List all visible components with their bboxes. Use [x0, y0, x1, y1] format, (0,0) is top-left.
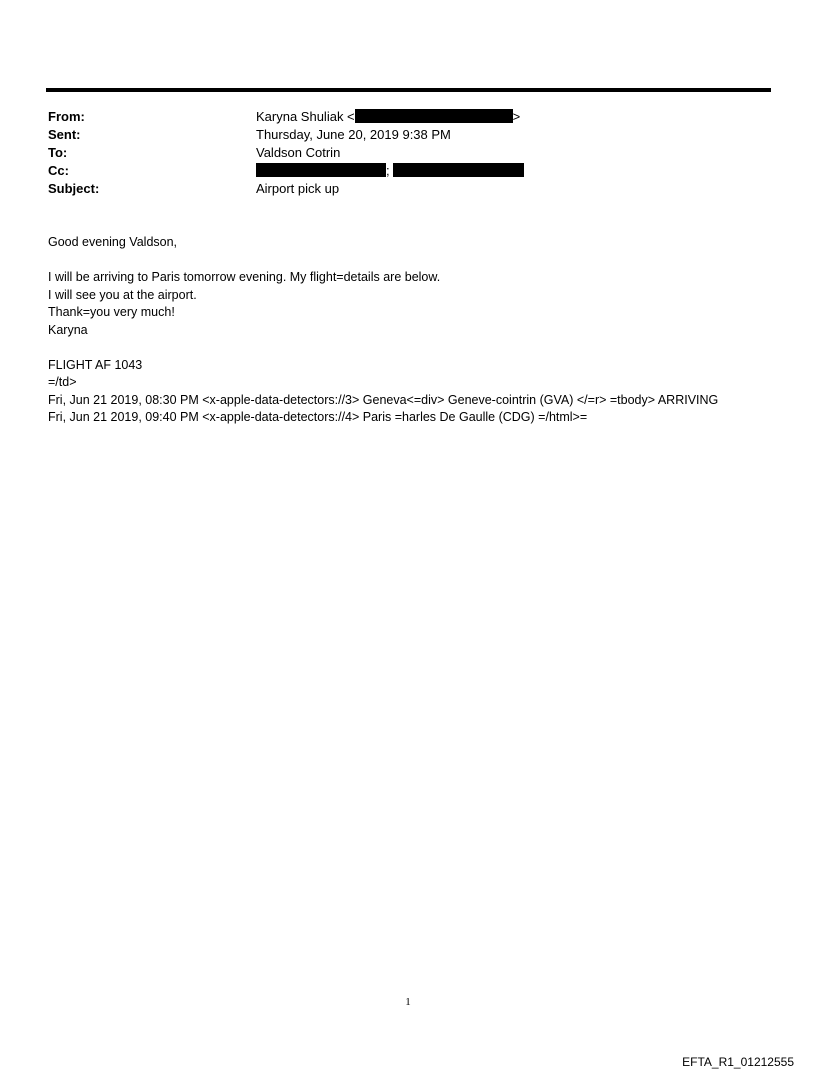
- from-label: From:: [48, 109, 85, 124]
- document-id: EFTA_R1_01212555: [682, 1055, 794, 1069]
- to-row: [48, 144, 768, 162]
- body-line: Thank=you very much!: [48, 305, 175, 319]
- from-row: [48, 108, 768, 126]
- email-header: [48, 108, 768, 198]
- from-close: >: [512, 109, 521, 124]
- body-line: I will be arriving to Paris tomorrow evening. My flight=details are below.: [48, 270, 441, 284]
- cc-value: [256, 162, 524, 180]
- redaction-box: [256, 163, 386, 177]
- header-rule: [46, 88, 771, 92]
- subject-row: [48, 180, 768, 198]
- redaction-box: [355, 109, 513, 123]
- to-value: Valdson Cotrin: [256, 145, 341, 160]
- cc-label: Cc:: [48, 163, 69, 178]
- redaction-box: [393, 163, 524, 177]
- email-body: [48, 234, 788, 427]
- from-name: Karyna Shuliak <: [256, 109, 355, 124]
- greeting: Good evening Valdson,: [48, 235, 178, 249]
- body-line: =/td>: [48, 375, 77, 389]
- sent-value: Thursday, June 20, 2019 9:38 PM: [256, 127, 451, 142]
- arrival-line: Fri, Jun 21 2019, 09:40 PM <x-apple-data-detectors://4> Paris =harles De Gaulle (CDG) =/html>=: [48, 410, 588, 424]
- subject-label: Subject:: [48, 181, 100, 196]
- page-number: 1: [405, 996, 411, 1008]
- to-label: To:: [48, 145, 68, 160]
- cc-row: [48, 162, 768, 180]
- sent-label: Sent:: [48, 127, 81, 142]
- departure-line: Fri, Jun 21 2019, 08:30 PM <x-apple-data-detectors://3> Geneva<=div> Geneve-cointrin (GVA) </=r> =tbody> ARRIVING: [48, 392, 719, 407]
- body-line: I will see you at the airport.: [48, 287, 197, 302]
- sent-row: [48, 126, 768, 144]
- from-value: [256, 108, 520, 126]
- cc-separator: ;: [386, 163, 390, 178]
- signature: Karyna: [48, 322, 88, 337]
- subject-value: Airport pick up: [256, 181, 340, 196]
- flight-number: FLIGHT AF 1043: [48, 357, 143, 372]
